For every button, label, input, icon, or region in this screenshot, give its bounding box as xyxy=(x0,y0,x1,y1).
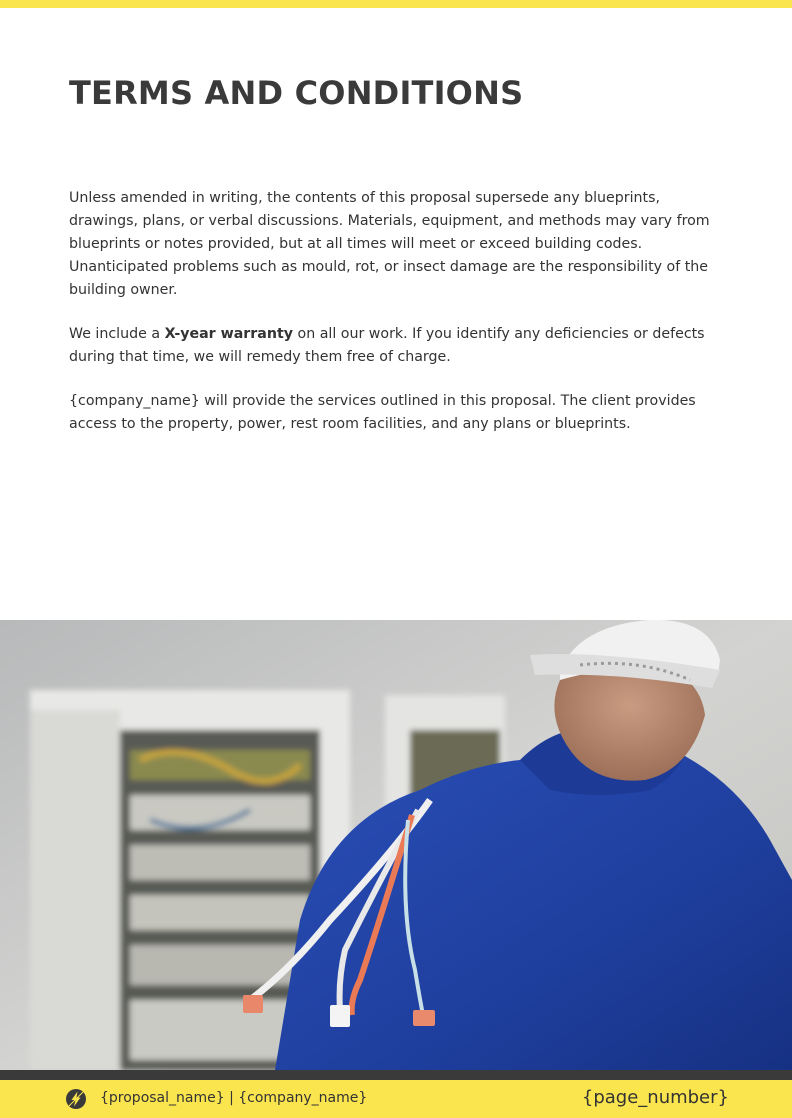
paragraph-services: {company_name} will provide the services outlined in this proposal. The client provides access to the property, power, rest room facilities, and any plans or blueprints. xyxy=(69,393,696,432)
paragraph-amendments: Unless amended in writing, the contents of this proposal supersede any blueprints, drawings, plans, or verbal discussions. Materials, equipment, and methods may vary from blueprints or notes provided, but at all times will meet or exceed building codes. Unanticipated problems such as mould, rot, or insect damage are the responsibility of the building owner. xyxy=(69,190,710,298)
warranty-text-end: on all our work. If you identify any deficiencies or defects during that time, we will remedy them free of charge. xyxy=(69,326,705,365)
warranty-term: X-year warranty xyxy=(164,326,293,342)
footer-divider xyxy=(0,1070,792,1080)
terms-body xyxy=(69,187,729,457)
page-title: TERMS AND CONDITIONS xyxy=(69,74,524,112)
warranty-text-start: We include a xyxy=(69,326,165,342)
footer xyxy=(0,1080,792,1118)
top-accent-bar xyxy=(0,0,792,8)
paragraph-warranty xyxy=(69,323,729,369)
lightning-bolt-icon xyxy=(65,1088,87,1110)
page-number: {page_number} xyxy=(581,1087,729,1108)
electrician-photo xyxy=(0,620,792,1070)
footer-proposal-company: {proposal_name} | {company_name} xyxy=(100,1090,368,1106)
